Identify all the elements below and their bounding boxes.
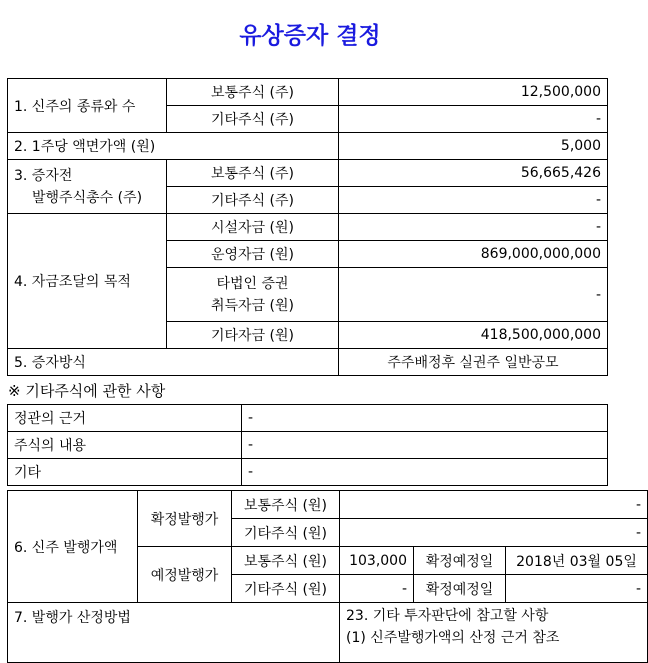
row-label: 2. 1주당 액면가액 (원) <box>8 133 339 160</box>
table-row <box>8 349 608 376</box>
row-label: 7. 발행가 산정방법 <box>8 603 340 663</box>
value-cell: 주주배정후 실권주 일반공모 <box>339 349 608 376</box>
row-label: 6. 신주 발행가액 <box>8 491 138 603</box>
sub-label-line: 타법인 증권 <box>216 275 289 292</box>
value-cell: - <box>339 106 608 133</box>
value-cell: - <box>242 432 608 459</box>
value-line: (1) 신주발행가액의 산정 근거 참조 <box>346 630 560 646</box>
row-label: 주식의 내용 <box>8 432 242 459</box>
row-label-line: 3. 증자전 <box>14 167 73 184</box>
value-cell: 418,500,000,000 <box>339 322 608 349</box>
value-cell: 56,665,426 <box>339 160 608 187</box>
row-label: 1. 신주의 종류와 수 <box>8 79 167 133</box>
sub-label: 확정발행가 <box>138 491 232 547</box>
sub-label <box>167 268 339 322</box>
table-row <box>8 133 608 160</box>
page-title: 유상증자 결정 <box>239 22 381 49</box>
sub-label: 운영자금 (원) <box>167 241 339 268</box>
section-note: ※ 기타주식에 관한 사항 <box>8 382 166 400</box>
sub-label-line: 취득자금 (원) <box>211 297 294 314</box>
date-value: - <box>506 575 648 603</box>
sub-label: 기타주식 (원) <box>232 575 340 603</box>
table-row <box>8 432 608 459</box>
sub-label: 보통주식 (원) <box>232 547 340 575</box>
value-cell: - <box>339 268 608 322</box>
value-cell: - <box>340 491 648 519</box>
table-row <box>8 214 608 241</box>
sub-label: 시설자금 (원) <box>167 214 339 241</box>
date-label: 확정예정일 <box>414 575 506 603</box>
sub-label: 기타주식 (주) <box>167 106 339 133</box>
issue-price-table <box>7 490 648 663</box>
value-cell: - <box>340 519 648 547</box>
row-label-line: 발행주식총수 (주) <box>32 189 143 206</box>
value-cell: - <box>242 459 608 486</box>
row-label: 기타 <box>8 459 242 486</box>
table-row <box>8 459 608 486</box>
value-cell: 869,000,000,000 <box>339 241 608 268</box>
table-row <box>8 603 648 663</box>
row-label: 정관의 근거 <box>8 405 242 432</box>
value-cell: - <box>339 214 608 241</box>
sub-label: 기타주식 (원) <box>232 519 340 547</box>
value-cell: 103,000 <box>340 547 414 575</box>
date-value: 2018년 03월 05일 <box>506 547 648 575</box>
table-row <box>8 160 608 187</box>
other-stock-table <box>7 404 608 486</box>
value-cell <box>340 603 648 663</box>
value-line: 23. 기타 투자판단에 참고할 사항 <box>346 608 549 624</box>
value-cell: - <box>340 575 414 603</box>
sub-label: 기타주식 (주) <box>167 187 339 214</box>
main-table <box>7 78 608 376</box>
row-label: 4. 자금조달의 목적 <box>8 214 167 349</box>
table-row <box>8 491 648 519</box>
date-label: 확정예정일 <box>414 547 506 575</box>
sub-label: 보통주식 (원) <box>232 491 340 519</box>
sub-label: 기타자금 (원) <box>167 322 339 349</box>
sub-label: 예정발행가 <box>138 547 232 603</box>
value-cell: 12,500,000 <box>339 79 608 106</box>
row-label: 5. 증자방식 <box>8 349 339 376</box>
sub-label: 보통주식 (주) <box>167 79 339 106</box>
value-cell: - <box>339 187 608 214</box>
row-label <box>8 160 167 214</box>
sub-label: 보통주식 (주) <box>167 160 339 187</box>
value-cell: - <box>242 405 608 432</box>
table-row <box>8 79 608 106</box>
value-cell: 5,000 <box>339 133 608 160</box>
table-row <box>8 405 608 432</box>
